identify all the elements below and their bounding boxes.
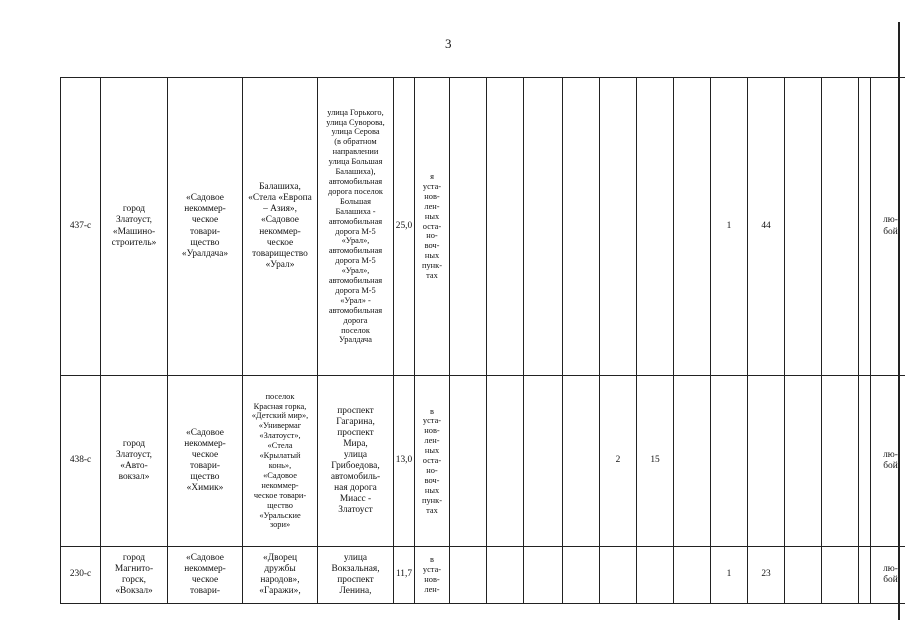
table-row: [61, 376, 905, 547]
vehicle-count: 1: [711, 78, 748, 376]
table-row: [61, 78, 905, 376]
route-number: 437-с: [61, 78, 101, 376]
end-point: «Садовое некоммер- ческое товари- щество «Химик»: [184, 427, 226, 494]
intermediate-stops: поселок Красная горка, «Детский мир», «Универмаг «Златоуст», «Стела «Крылатый конь», «Садовое некоммер- ческое товари- щество «Уральские зори»: [251, 391, 309, 530]
vehicle-class: лю- бой: [883, 449, 898, 471]
route-streets: улица Вокзальная, проспект Ленина,: [331, 552, 380, 597]
route-length: 13,0: [394, 376, 415, 547]
route-number: 230-с: [61, 547, 101, 604]
page-number: 3: [445, 36, 452, 51]
route-length: 11,7: [394, 547, 415, 604]
intermediate-stops: «Дворец дружбы народов», «Гаражи»,: [259, 552, 301, 597]
route-length: 25,0: [394, 78, 415, 376]
vehicle-capacity: 23: [748, 547, 785, 604]
route-streets: улица Горького, улица Суворова, улица Серова (в обратном направлении улица Большая Балашиха), автомобильная дорога поселок Большая Балашиха - автомобильная дорога М-5 «Урал», автомобильная дорога М-5 «Урал», автомобильная дорога М-5 «Урал» - автомобильная дорога поселок Уралдача: [326, 107, 385, 345]
vehicle-count: 2: [600, 376, 637, 547]
routes-table: [60, 77, 905, 604]
route-streets: проспект Гагарина, проспект Мира, улица Грибоедова, автомобиль- ная дорога Миасс - Златоуст: [330, 405, 381, 516]
vehicle-class: лю- бой: [883, 563, 898, 585]
end-point: «Садовое некоммер- ческое товари- щество «Уралдача»: [181, 193, 229, 259]
intermediate-stops: Балашиха, «Стела «Европа – Азия», «Садовое некоммер- ческое товарищество «Урал»: [248, 182, 312, 270]
start-point: город Магнито- горск, «Вокзал»: [114, 552, 154, 597]
vehicle-count: 1: [711, 547, 748, 604]
vehicle-capacity: 15: [637, 376, 674, 547]
table-row: [61, 547, 905, 604]
start-point: город Златоуст, «Машино- строитель»: [111, 204, 157, 248]
start-point: город Златоуст, «Авто- вокзал»: [115, 438, 153, 483]
boarding-order: в уста- нов- лен- ных оста- но- воч- ных пунк- тах: [421, 406, 442, 515]
boarding-order: я уста- нов- лен- ных оста- но- воч- ных пунк- тах: [421, 172, 442, 281]
route-number: 438-с: [61, 376, 101, 547]
vehicle-capacity: 44: [748, 78, 785, 376]
vehicle-class: лю- бой: [883, 215, 898, 237]
end-point: «Садовое некоммер- ческое товари-: [184, 552, 226, 597]
boarding-order: в уста- нов- лен-: [422, 555, 442, 594]
